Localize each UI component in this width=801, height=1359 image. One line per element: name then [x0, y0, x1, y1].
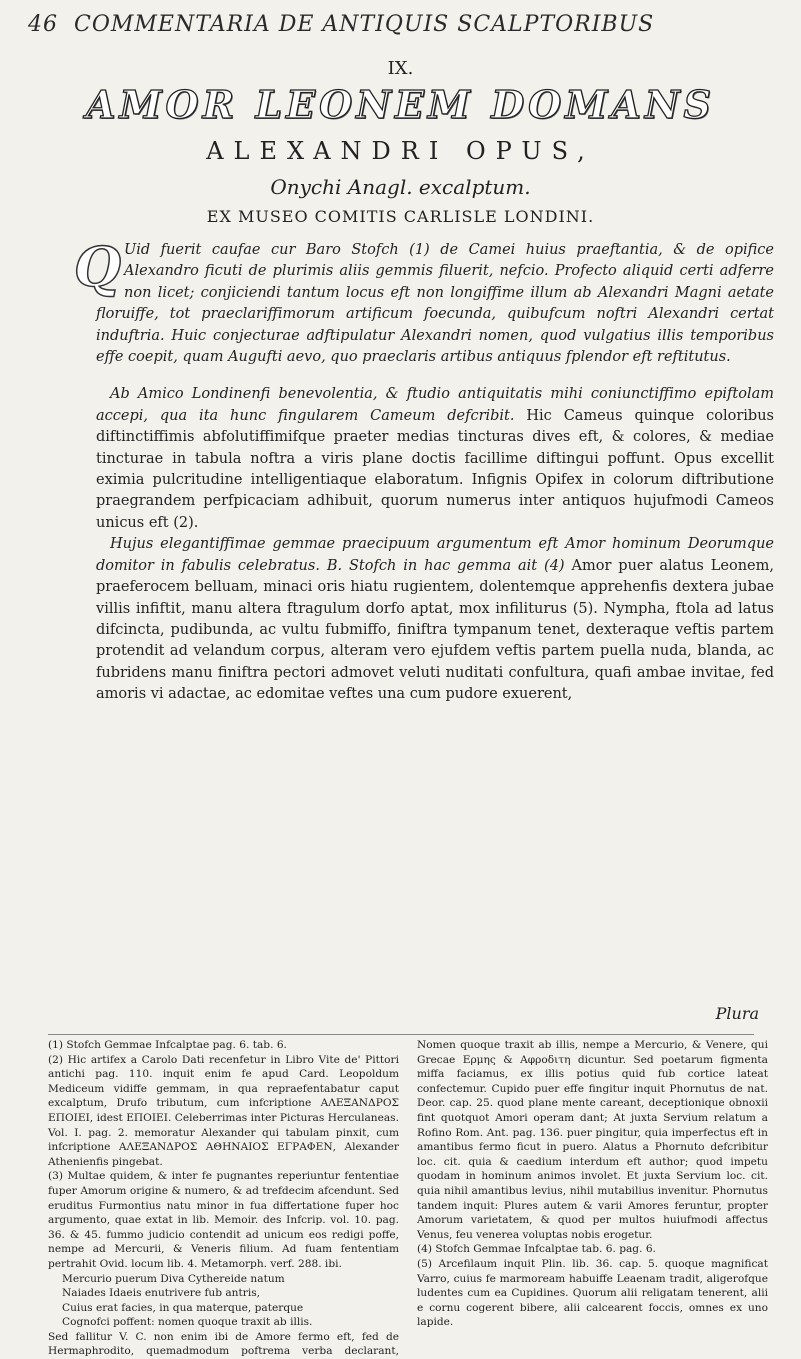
footnote-verse: Naiades Idaeis enutrivere fub antris,	[62, 1287, 261, 1300]
footnote: (1) Stofch Gemmae Infcalptae pag. 6. tab. 6.	[48, 1039, 287, 1051]
paragraph-2	[96, 384, 774, 534]
main-text	[74, 235, 774, 706]
paragraph-2-text: Hic Cameus quinque coloribus diftinctiffimis abfolutiffimifque praeter medias tincturas dives eft, & colores, & mediae tincturae in tabula noftra a viris plane doctis facillime diftingui poffunt. Opus excellit eximia pulcritudine intelligentiaque elaboratum. Infignis Opifex in colorum diftributione praegrandem perfpicaciam adhibuit, quorum numerus inter antiquos hujufmodi Cameos unicus eft (2).	[96, 407, 774, 531]
plate-subtitle: ALEXANDRI OPUS,	[206, 137, 595, 165]
footnote-divider	[48, 1034, 754, 1035]
footnote-verse: Cuius erat facies, in qua materque, paterque	[62, 1301, 304, 1314]
plate-title: AMOR LEONEM DOMANS	[85, 82, 715, 127]
paragraph-3	[96, 534, 774, 705]
footnote: (4) Stofch Gemmae Infcalptae tab. 6. pag. 6.	[417, 1243, 656, 1256]
footnote-verse: Cognofci poffent: nomen quoque traxit ab illis.	[62, 1316, 313, 1329]
footnote: (3) Multae quidem, & inter fe pugnantes reperiuntur fententiae fuper Amorum origine & numero, & ad trefdecim afcendunt. Sed eruditus Furmontius natu minor in fua differtatione fuper hoc argumento, quae extat in lib. Memoir. des Infcrip. vol. 10. pag. 36. & 45. fummo judicio contendit ad unicum eos redigi poffe, nempe ad Mercurii, & Veneris filium. Ad fuam fententiam pertrahit Ovid. locum lib. 4. Metamorph. verf. 288. ibi.	[48, 1170, 399, 1270]
running-title: COMMENTARIA DE ANTIQUIS SCALPTORIBUS	[74, 12, 655, 37]
footnote-verse: Mercurio puerum Diva Cythereide natum	[62, 1272, 285, 1285]
paragraph-3-italic: Hujus elegantiffimae gemmae praecipuum argumentum eft Amor hominum Deorumque domitor in fabulis celebratus. B. Stofch in hac gemma ait (4)	[96, 536, 774, 574]
paragraph-3-text: Amor puer alatus Leonem, praeferocem belluam, minaci oris hiatu rugientem, dolentemque apprehenfis dextera jubae villis infiftit, manu altera ftragulum dorfo aptat, mox infiliturus (5). Nympha, ftola ad latus difcincta, pudibunda, ac vultu fubmiffo, finiftra tympanum tenet, dexteraque veftis partem protendit ad velandum corpus, alteram vero ejufdem veftis partem puella nuda, blanda, ac fubridens manu finiftra pectori admovet veluti nuditati confultura, quafi ambae invitae, fed amoris vi adactae, ac edomitae veftes una cum pudore exuerent,	[96, 557, 774, 703]
running-header	[28, 12, 768, 37]
paragraph-1-text: Uid fuerit caufae cur Baro Stofch (1) de Camei huius praeftantia, & de opifice Alexandro ficuti de plurimis aliis gemmis filuerit, nefcio. Profecto aliquid certi adferre non licet; conjiciendi tantum locus eft non longiffime illum ab Alexandri Magni aetate floruiffe, tot praeclariffimorum artificum foecunda, quibufcum noftri Alexandri certat induftria. Huic conjecturae adftipulatur Alexandri nomen, quod vulgatius illis temporibus effe coepit, quam Augufti aevo, quo praeclaris artibus antiquus fplendor eft reftitutus.	[96, 242, 774, 366]
chapter-number: IX.	[387, 58, 414, 79]
paragraph-2-italic: Ab Amico Londinenfi benevolentia, & ftudio antiquitatis mihi coniunctiffimo epiftolam accepi, qua ita hunc fingularem Cameum defcribit.	[96, 386, 774, 424]
page-number: 46	[28, 12, 58, 37]
footnote: Sed fallitur V. C. non enim ibi de Amore fermo eft, fed de Hermaphrodito, quemadmodum poftrema verba declarant, Nomen quoque traxit ab illis, nempe a Mercurio, & Venere, qui Grecae Ερμης & Αφροδιτη dicuntur. Sed poetarum figmenta miffa faciamus, ex illis potius quid fub cortice lateat confectemur. Cupido puer effe fingitur inquit Phornutus de nat. Deor. cap. 25. quod plane mente careant, deceptionique obnoxii fint quotquot Amori operam dant; At juxta Servium relatum a Rofino Rom. Ant. pag. 136. puer pingitur, quia imperfectus eft in amantibus fermo ficut in puero. Alatus a Phornuto defcribitur loc. cit. quia & caedium interdum eft author; quod impetu quodam in hominum animos involet. Et juxta Servium loc. cit. quia nihil amantibus levius, nihil mutabilius invenitur. Phornutus tandem inquit: Plures autem & varii Amores feruntur, propter Amorum varietatem, & quod per multos huiufmodi affectus Venus, feu venerea voluptas nobis erogetur.	[48, 1039, 768, 1358]
footnote: (2) Hic artifex a Carolo Dati recenfetur in Libro Vite de' Pittori antichi pag. 110. inquit enim fe apud Card. Leopoldum Mediceum vidiffe gemmam, in qua repraefentabatur caput excalptum, Drufo tributum, cum infcriptione ΑΛΕΞΑΝΔΡΟΣ ΕΠΟΙΕΙ, idest ΕΠΟΙΕΙ. Celeberrimas inter Picturas Herculaneas. Vol. I. pag. 2. memoratur Alexander qui tabulam pinxit, cum infcriptione ΑΛΕΞΑΝΔΡΟΣ ΑΘΗΝΑΙΟΣ ΕΓΡΑΦΕΝ, Alexander Athenienfis pingebat.	[48, 1053, 399, 1168]
footnote: (5) Arcefilaum inquit Plin. lib. 36. cap. 5. quoque magnificat Varro, cuius fe marmoream habuiffe Leaenam tradit, aligerofque ludentes cum ea Cupidines. Quorum alii religatam tenerent, alii e cornu cogerent bibere, alii calcearent foccis, omnes ex uno lapide.	[417, 1257, 768, 1329]
drop-cap-initial: Q	[74, 235, 122, 299]
footnotes	[48, 1038, 768, 1359]
material-line: Onychi Anagl. excalptum.	[270, 175, 531, 199]
collection-line: EX MUSEO COMITIS CARLISLE LONDINI.	[206, 207, 595, 226]
paragraph-1	[74, 235, 774, 368]
catchword: Plura	[715, 1004, 759, 1023]
